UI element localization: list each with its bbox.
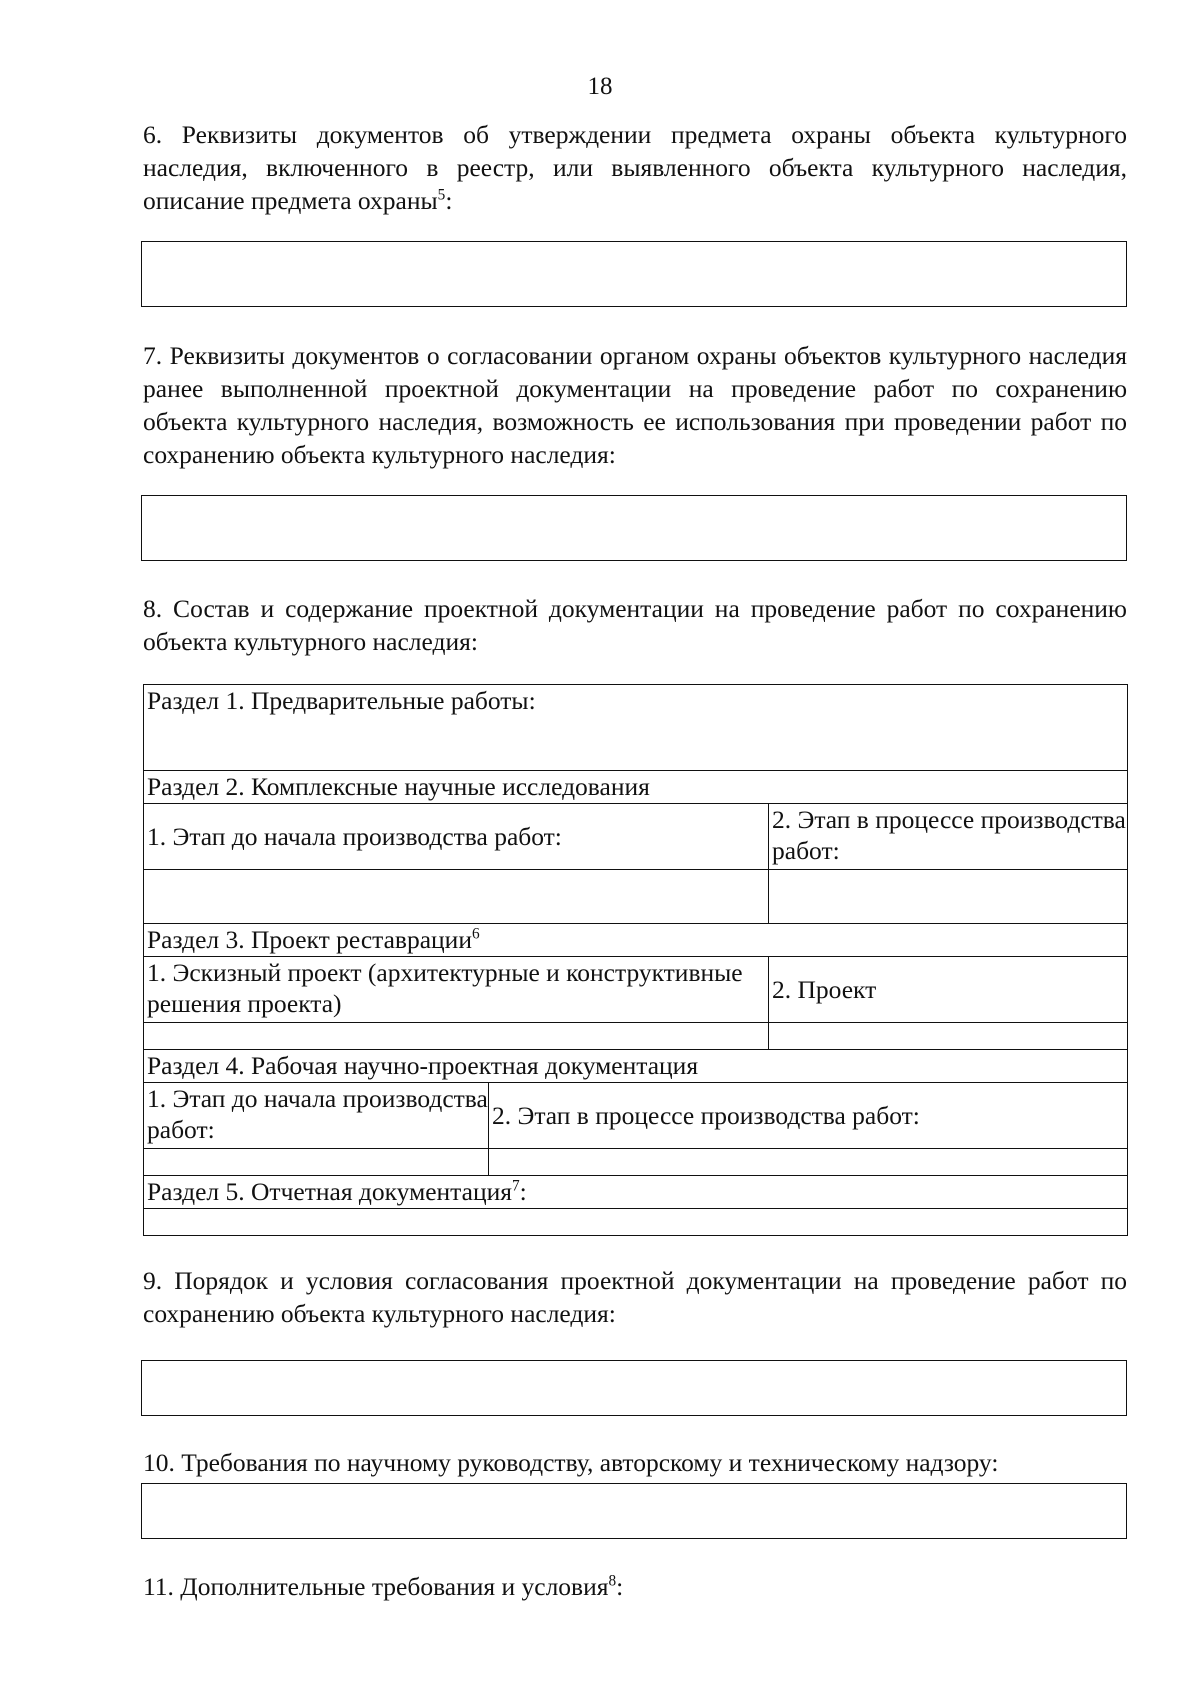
section-11-text: 11. Дополнительные требования и условия — [143, 1572, 609, 1601]
project-composition-table — [143, 684, 1128, 1236]
section-11-heading: 11. Дополнительные требования и условия$^8$: — [143, 1572, 624, 1601]
section-9-field[interactable] — [141, 1360, 1127, 1416]
page-number: 18 — [587, 73, 613, 100]
footnote-ref-8: 8 — [608, 1572, 617, 1590]
razdel-3-stage-1-label: 1. Эскизный проект (архитектурные и конструктивные решения проекта) — [144, 957, 769, 1023]
footnote-ref-6: 6 — [471, 925, 480, 943]
razdel-4-stage-2-label: 2. Этап в процессе производства работ: — [489, 1083, 1128, 1149]
razdel-5-header: Раздел 5. Отчетная документация$^7$: — [144, 1176, 1128, 1209]
razdel-4-stage-2-field[interactable] — [489, 1149, 1128, 1176]
section-6-field[interactable] — [141, 241, 1127, 307]
razdel-2-stage-2-label: 2. Этап в процессе производства работ: — [769, 804, 1128, 870]
razdel-4-header: Раздел 4. Рабочая научно-проектная документация — [144, 1050, 1128, 1083]
section-6-heading: 6. Реквизиты документов об утверждении предмета охраны объекта культурного наследия, включенного в реестр, или выявленного объекта культурного наследия, описание предмета охраны$^5$: — [143, 120, 1127, 215]
razdel-2-stage-1-field[interactable] — [144, 870, 769, 924]
section-6-text: 6. Реквизиты документов об утверждении предмета охраны объекта культурного наследия, включенного в реестр, или выявленного объекта культурного наследия, описание предмета охраны — [143, 120, 1127, 215]
section-8-text: 8. Состав и содержание проектной документации на проведение работ по сохранению объекта культурного наследия: — [143, 594, 1127, 656]
section-7-field[interactable] — [141, 495, 1127, 561]
section-10-heading — [143, 1446, 1127, 1479]
razdel-3-stage-1-field[interactable] — [144, 1023, 769, 1050]
razdel-2-stage-2-field[interactable] — [769, 870, 1128, 924]
razdel-5-field[interactable] — [144, 1209, 1128, 1236]
razdel-3-stage-2-field[interactable] — [769, 1023, 1128, 1050]
razdel-1-cell[interactable] — [144, 685, 1128, 771]
razdel-4-stage-1-field[interactable] — [144, 1149, 489, 1176]
section-9-text: 9. Порядок и условия согласования проектной документации на проведение работ по сохранению объекта культурного наследия: — [143, 1266, 1127, 1328]
footnote-ref-7: 7 — [511, 1177, 520, 1195]
section-10-field[interactable] — [141, 1483, 1127, 1539]
section-10-text: 10. Требования по научному руководству, авторскому и техническому надзору: — [143, 1448, 999, 1477]
razdel-2-stage-1-label: 1. Этап до начала производства работ: — [144, 804, 769, 870]
razdel-1-label: Раздел 1. Предварительные работы: — [147, 686, 536, 715]
section-7-text: 7. Реквизиты документов о согласовании органом охраны объектов культурного наследия ранее выполненной проектной документации на проведение работ по сохранению объекта культурного наследия, возможность ее использования при проведении работ по сохранению объекта культурного наследия: — [143, 341, 1127, 469]
razdel-2-header: Раздел 2. Комплексные научные исследования — [144, 771, 1128, 804]
footnote-ref-5: 5 — [437, 186, 446, 204]
razdel-4-stage-1-label: 1. Этап до начала производства работ: — [144, 1083, 489, 1149]
section-7-heading — [143, 339, 1127, 471]
section-8-heading — [143, 592, 1127, 658]
razdel-3-stage-2-label: 2. Проект — [769, 957, 1128, 1023]
section-9-heading — [143, 1264, 1127, 1330]
razdel-3-header: Раздел 3. Проект реставрации$^6$ — [144, 924, 1128, 957]
